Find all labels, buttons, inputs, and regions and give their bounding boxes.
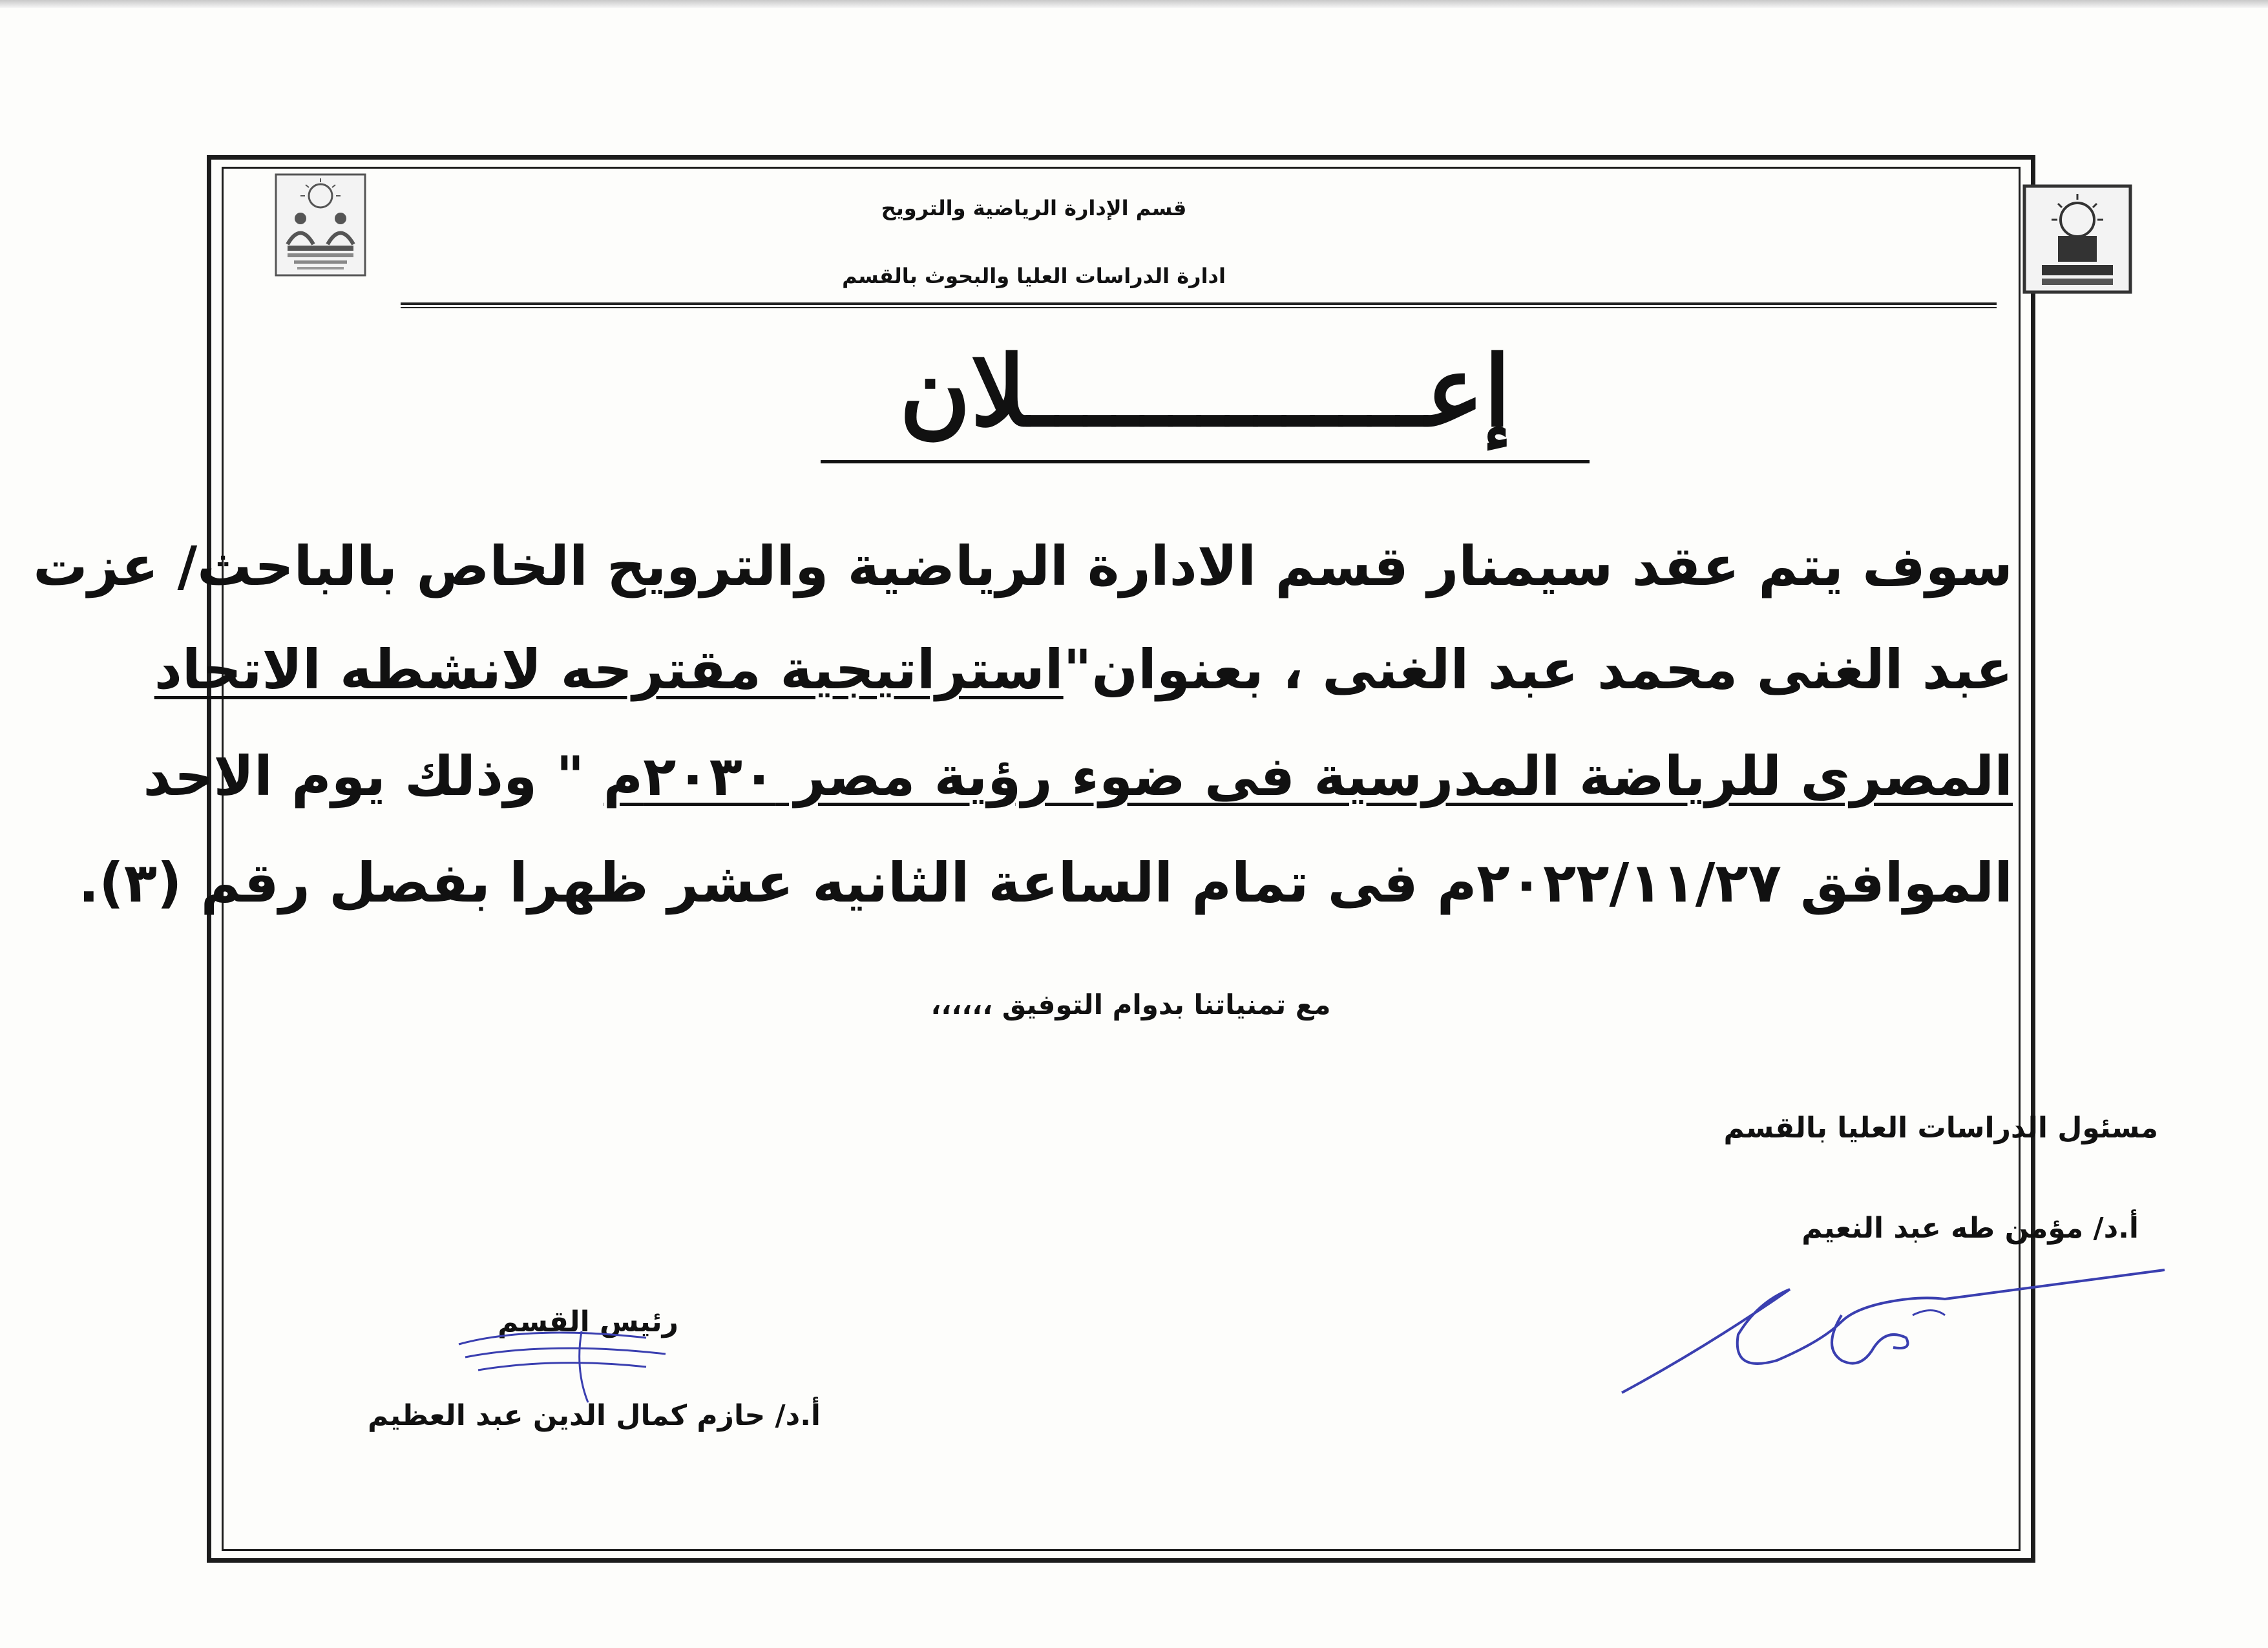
university-logo-icon <box>2022 184 2132 294</box>
right-signature <box>1609 1251 2178 1406</box>
department-name: قسم الإدارة الرياضية والترويح <box>881 196 1187 220</box>
page-title: إعــــــــــــــلان <box>899 335 1511 449</box>
faculty-logo-icon <box>275 173 366 277</box>
right-signatory-name: أ.د/ مؤمن طه عبد النعيم <box>1801 1212 2139 1245</box>
left-signatory-role: رئيس القسم <box>498 1305 678 1338</box>
right-signatory-role: مسئول الدراسات العليا بالقسم <box>1723 1112 2158 1145</box>
announcement-line-4: الموافق ٢٠٢٢/١١/٢٧م فى تمام الساعة الثانيه عشر ظهرا بفصل رقم (٣). <box>78 851 2013 914</box>
header-divider <box>401 302 1997 308</box>
announcement-line-3 <box>143 745 2013 808</box>
research-title-part-1: استراتيجية مقترحه لانشطه الاتحاد <box>154 638 1064 701</box>
left-signatory-name: أ.د/ حازم كمال الدين عبد العظيم <box>368 1399 821 1432</box>
title-underline <box>821 460 1590 463</box>
research-title-part-2: المصرى للرياضة المدرسية فى ضوء رؤية مصر ٢٠٣٠م <box>603 745 2013 808</box>
announcement-line-2 <box>154 638 2013 701</box>
line-2-intro: عبد الغنى محمد عبد الغنى ، بعنوان" <box>1063 638 2013 701</box>
closing-wishes: مع تمنياتنا بدوام التوفيق ،،،،،، <box>930 989 1331 1020</box>
scan-top-edge <box>0 0 2268 8</box>
line-3-outro: " وذلك يوم الاحد <box>143 745 604 808</box>
announcement-line-1: سوف يتم عقد سيمنار قسم الادارة الرياضية والترويح الخاص بالباحث/ عزت <box>33 534 2013 598</box>
left-signature <box>452 1318 724 1409</box>
sub-department-name: ادارة الدراسات العليا والبحوث بالقسم <box>842 264 1226 288</box>
